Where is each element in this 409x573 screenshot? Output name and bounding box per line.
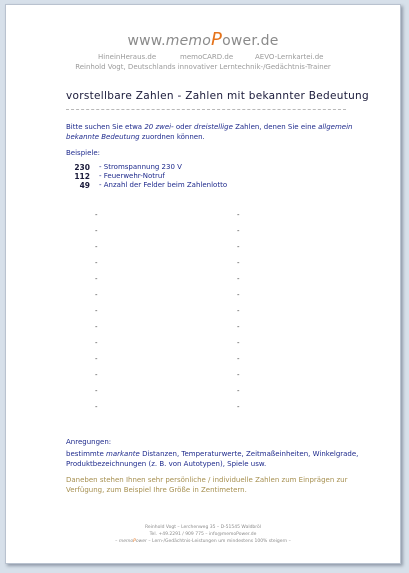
blank-dash-right: - (237, 307, 240, 315)
blank-dash-right: - (237, 211, 240, 219)
blank-dash-left: - (95, 243, 98, 251)
link-aevo-lernkartei[interactable]: AEVO-Lernkartei.de (255, 53, 324, 61)
blank-dash-left: - (95, 307, 98, 315)
page-footer (6, 524, 400, 545)
blank-dash-left: - (95, 323, 98, 331)
blank-dash-right: - (237, 339, 240, 347)
suggestions-text: bestimmte markante Distanzen, Temperaturwerte, Zeitmaßeinheiten, Winkelgrade, Produktbezeichnungen (z. B. von Autotypen), Spiele usw. (66, 450, 359, 468)
blank-dash-left: - (95, 371, 98, 379)
blank-entry-row (6, 211, 400, 221)
example-description: - Anzahl der Felder beim Zahlenlotto (99, 181, 228, 189)
blank-dash-right: - (237, 227, 240, 235)
blank-dash-right: - (237, 243, 240, 251)
example-number: 230 (74, 163, 90, 172)
blank-entry-row (6, 291, 400, 301)
blank-dash-left: - (95, 259, 98, 267)
blank-dash-right: - (237, 323, 240, 331)
document-page (5, 4, 401, 564)
example-number: 49 (79, 181, 90, 190)
footer-slogan: – memoPower – Lern-/Gedächtnis-Leistungen um mindestens 100% steigern – (115, 539, 291, 544)
title-divider (66, 109, 346, 110)
blank-entry-row (6, 307, 400, 317)
blank-dash-left: - (95, 403, 98, 411)
tagline: Reinhold Vogt, Deutschlands innovativer Lerntechnik-/Gedächtnis-Trainer (75, 63, 331, 71)
blank-entry-row (6, 355, 400, 365)
example-description: - Feuerwehr-Notruf (99, 172, 165, 180)
personal-numbers-text: Daneben stehen Ihnen sehr persönliche / individuelle Zahlen zum Einprägen zur Verfügung, zum Beispiel Ihre Größe in Zentimetern. (66, 476, 348, 494)
blank-dash-right: - (237, 259, 240, 267)
blank-dash-left: - (95, 211, 98, 219)
blank-dash-right: - (237, 291, 240, 299)
blank-entry-row (6, 275, 400, 285)
blank-entry-row (6, 403, 400, 413)
footer-contact: Tel. +49.2291 / 909 775 – info@memoPower.de (149, 532, 257, 537)
blank-dash-right: - (237, 275, 240, 283)
link-memocard[interactable]: memoCARD.de (180, 53, 234, 61)
page-title: vorstellbare Zahlen - Zahlen mit bekannter Bedeutung (66, 90, 369, 102)
link-hineinheraus[interactable]: HineinHeraus.de (98, 53, 157, 61)
blank-entry-row (6, 243, 400, 253)
blank-entry-row (6, 323, 400, 333)
suggestions-label: Anregungen: (66, 438, 112, 446)
footer-address: Reinhold Vogt – Lerchenweg 35 – D-51545 Waldbröl (144, 525, 262, 530)
blank-dash-left: - (95, 291, 98, 299)
blank-dash-left: - (95, 387, 98, 395)
blank-dash-right: - (237, 387, 240, 395)
blank-dash-left: - (95, 227, 98, 235)
example-number: 112 (74, 172, 90, 181)
blank-dash-right: - (237, 371, 240, 379)
blank-entry-row (6, 259, 400, 269)
blank-dash-left: - (95, 275, 98, 283)
blank-entry-row (6, 371, 400, 381)
blank-dash-right: - (237, 403, 240, 411)
intro-text: Bitte suchen Sie etwa 20 zwei- oder dreistellige Zahlen, denen Sie eine allgemein bekannte Bedeutung zuordnen können. (66, 123, 353, 141)
blank-dash-left: - (95, 339, 98, 347)
brand-logo: www.memoPower.de (127, 29, 279, 50)
blank-dash-right: - (237, 355, 240, 363)
examples-label: Beispiele: (66, 149, 101, 157)
example-description: - Stromspannung 230 V (99, 163, 182, 171)
blank-entry-row (6, 227, 400, 237)
blank-entry-row (6, 387, 400, 397)
blank-entry-row (6, 339, 400, 349)
blank-dash-left: - (95, 355, 98, 363)
